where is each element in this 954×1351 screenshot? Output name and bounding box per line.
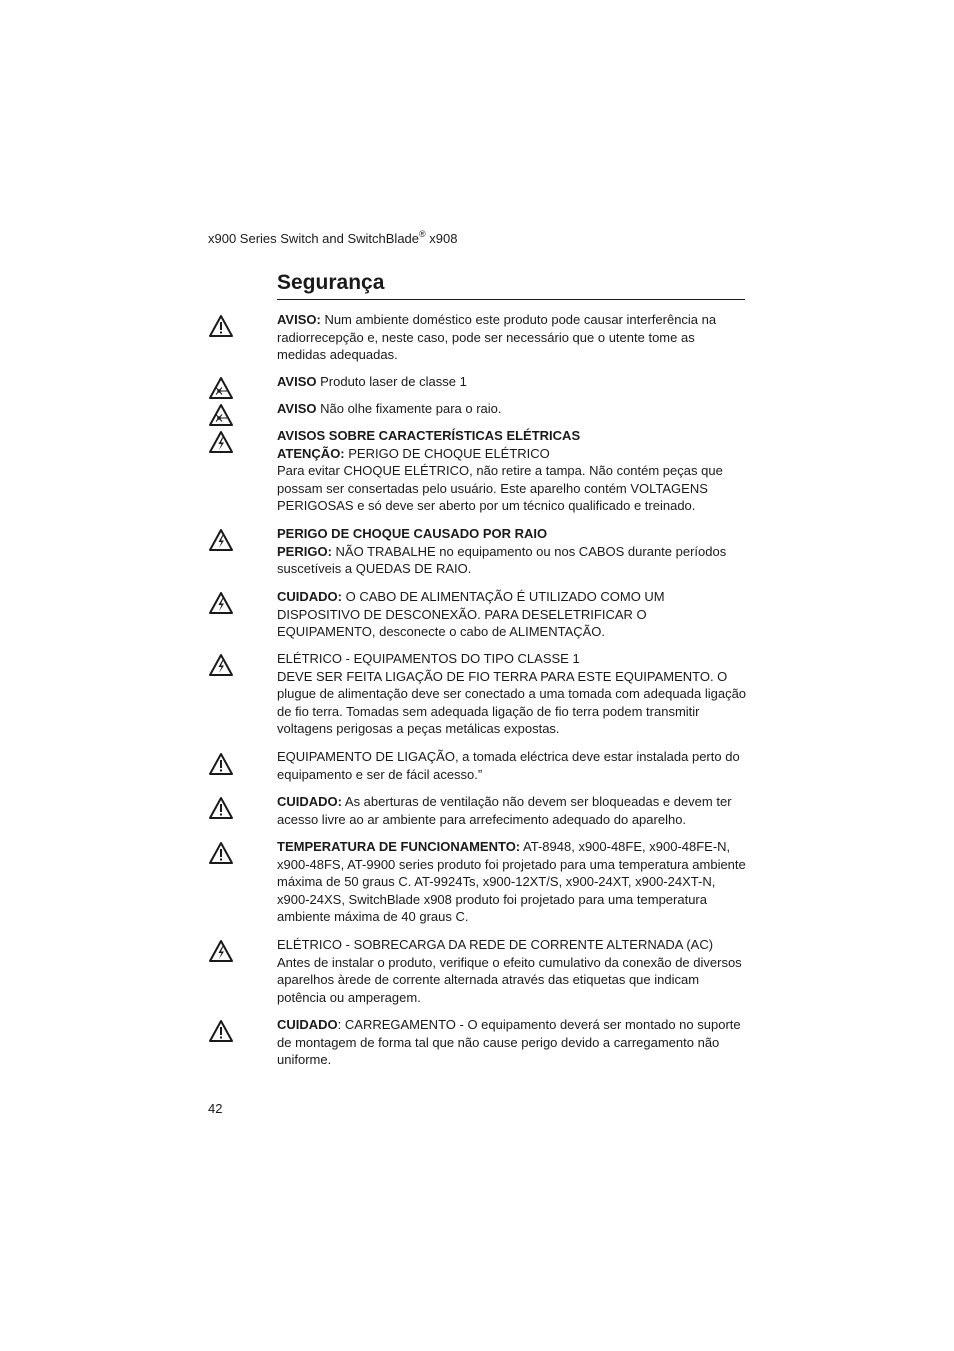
warning-text: NÃO TRABALHE no equipamento ou nos CABOS durante períodos suscetíveis a QUEDAS DE RAIO.	[277, 543, 727, 577]
warning-text: Antes de instalar o produto, verifique o efeito cumulativo da conexão de diversos aparelhos àrede de corrente alternada através das etiquetas que indicam potência ou amperagem.	[277, 954, 742, 1005]
warning-class1-equipment	[277, 650, 747, 738]
warning-line: ELÉTRICO - SOBRECARGA DA REDE DE CORRENTE ALTERNADA (AC)	[277, 937, 714, 952]
laser-warning-icon	[208, 403, 234, 427]
warning-label: PERIGO:	[277, 543, 332, 559]
warning-triangle-icon	[208, 796, 234, 820]
warning-label: AVISO:	[277, 312, 321, 327]
warning-triangle-icon	[208, 841, 234, 865]
warning-heading: PERIGO DE CHOQUE CAUSADO POR RAIO	[277, 526, 548, 541]
warning-text: DEVE SER FEITA LIGAÇÃO DE FIO TERRA PARA ESTE EQUIPAMENTO. O plugue de alimentação deve ser conectado a uma tomada com adequada ligação de fio terra. Tomadas sem adequada ligação de fio terra podem transmitir voltagens perigosas a peças metálicas expostas.	[277, 668, 747, 737]
warning-label: CUIDADO	[277, 1017, 338, 1032]
electric-shock-icon	[208, 653, 234, 677]
warning-electrical	[277, 427, 747, 515]
warning-label: CUIDADO:	[277, 589, 342, 604]
electric-shock-icon	[208, 939, 234, 963]
warning-label: AVISO	[277, 374, 317, 389]
warning-operating-temperature	[277, 838, 747, 926]
page-title: Segurança	[277, 268, 745, 300]
warning-line: ELÉTRICO - EQUIPAMENTOS DO TIPO CLASSE 1	[277, 651, 580, 666]
warning-laser-beam	[277, 400, 747, 418]
warning-ventilation	[277, 793, 747, 828]
warning-text: Num ambiente doméstico este produto pode causar interferência na radiorrecepção e, neste caso, pode ser necessário que o utente tome as medidas adequadas.	[277, 312, 717, 363]
warning-plug-equipment	[277, 748, 747, 783]
warning-text: Não olhe fixamente para o raio.	[316, 401, 502, 416]
warning-text: : CARREGAMENTO - O equipamento deverá ser montado no suporte de montagem de forma tal que não cause perigo devido a carregamento não uniforme.	[277, 1017, 741, 1068]
running-header	[208, 229, 457, 249]
warning-heading: AVISOS SOBRE CARACTERÍSTICAS ELÉTRICAS	[277, 428, 581, 443]
warning-text: AT-8948, x900-48FE, x900-48FE-N, x900-48FS, AT-9900 series produto foi projetado para uma temperatura ambiente máxima de 50 graus C. AT-9924Ts, x900-12XT/S, x900-24XT, x900-24XT-N, x900-24XS, SwitchBlade x908 produto foi projetado para uma temperatura ambiente máxima de 40 graus C.	[277, 839, 746, 925]
warning-triangle-icon	[208, 1019, 234, 1043]
electric-shock-icon	[208, 591, 234, 615]
warning-household-interference	[277, 311, 747, 364]
warning-text: O CABO DE ALIMENTAÇÃO É UTILIZADO COMO UM DISPOSITIVO DE DESCONEXÃO. PARA DESELETRIFICAR O EQUIPAMENTO, desconecte o cabo de ALIMENTAÇÃO.	[277, 589, 665, 640]
warning-label-text: PERIGO DE CHOQUE ELÉTRICO	[344, 445, 550, 461]
warning-text: Produto laser de classe 1	[316, 374, 467, 389]
warning-label: CUIDADO:	[277, 794, 342, 809]
electric-shock-icon	[208, 528, 234, 552]
page-number: 42	[208, 1101, 223, 1116]
warning-text: As aberturas de ventilação não devem ser bloqueadas e devem ter acesso livre ao ar ambiente para arrefecimento adequado do aparelho.	[277, 794, 732, 827]
warning-label: ATENÇÃO:	[277, 445, 345, 461]
warning-laser-class	[277, 373, 747, 391]
doc-model: x908	[429, 231, 458, 246]
warning-triangle-icon	[208, 752, 234, 776]
registered-mark: ®	[419, 229, 426, 239]
electric-shock-icon	[208, 430, 234, 454]
warning-label: TEMPERATURA DE FUNCIONAMENTO:	[277, 839, 521, 854]
laser-warning-icon	[208, 376, 234, 400]
warning-rack-loading	[277, 1016, 747, 1069]
warning-text: Para evitar CHOQUE ELÉTRICO, não retire a tampa. Não contém peças que possam ser consertadas pelo usuário. Este aparelho contém VOLTAGENS PERIGOSAS e só deve ser aberto por um técnico qualificado e treinado.	[277, 463, 723, 514]
warning-label: AVISO	[277, 401, 317, 416]
warning-text: EQUIPAMENTO DE LIGAÇÃO, a tomada eléctrica deve estar instalada perto do equipamento e ser de fácil acesso.”	[277, 749, 740, 782]
warning-power-cord	[277, 588, 747, 641]
warning-ac-overload	[277, 936, 747, 1006]
warning-triangle-icon	[208, 314, 234, 338]
warning-lightning	[277, 525, 747, 578]
doc-title: x900 Series Switch and SwitchBlade	[208, 231, 420, 246]
